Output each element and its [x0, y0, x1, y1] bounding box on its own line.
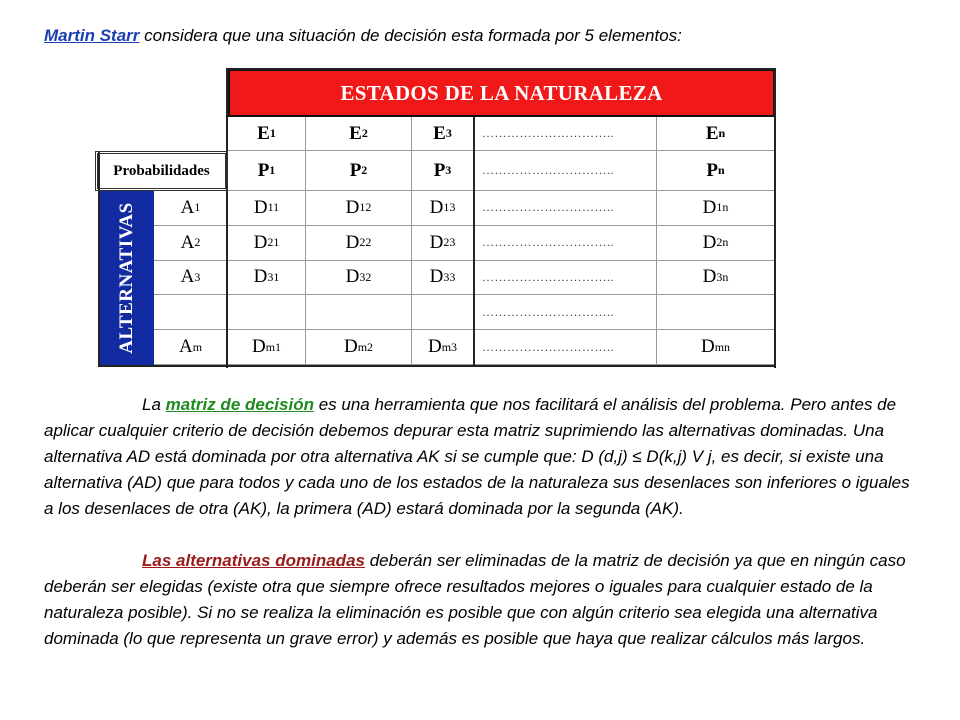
states-of-nature-header: ESTADOS DE LA NATURALEZA [228, 69, 775, 117]
p1-pre: La [142, 395, 166, 414]
outcome-cell [228, 295, 306, 330]
matriz-de-decision-link[interactable]: matriz de decisión [165, 395, 314, 414]
outcome-cell: D 21 [228, 226, 306, 261]
table-border [774, 68, 776, 368]
outcome-cell: D 2n [657, 226, 775, 261]
intro-line [44, 26, 682, 46]
table-border [98, 365, 776, 367]
alternative-cell [154, 295, 228, 330]
prob-cell: P 2 [306, 151, 412, 191]
probabilities-label: Probabilidades [95, 151, 228, 191]
alternative-cell: A 1 [154, 191, 228, 226]
paragraph-1 [44, 392, 916, 522]
outcome-cell: D 13 [412, 191, 474, 226]
dots-cell: ………………………….. [474, 226, 657, 261]
alternative-cell: A 2 [154, 226, 228, 261]
table-border [226, 68, 776, 70]
alternatives-side-label [100, 191, 154, 365]
dots-cell: ………………………….. [474, 261, 657, 296]
alternativas-dominadas-link[interactable]: Las alternativas dominadas [142, 551, 365, 570]
outcome-cell: D m3 [412, 330, 474, 365]
p2-post: deberán ser eliminadas de la matriz de decisión ya que en ningún caso deberán ser elegidas (existe otra que siempre ofrece resultados mejores o iguales para cualquier estado de la naturaleza posible). Si no se realiza la eliminación es posible que con algún criterio sea elegida una alternativa dominada (lo que representa un grave error) y además es posible que haya que realizar cálculos más largos. [44, 551, 906, 648]
dots-cell: ………………………….. [474, 191, 657, 226]
outcome-cell: D 11 [228, 191, 306, 226]
alternatives-text: ALTERNATIVAS [116, 202, 137, 354]
intro-text: considera que una situación de decisión esta formada por 5 elementos: [139, 26, 682, 45]
table-border [473, 117, 475, 367]
outcome-cell: D mn [657, 330, 775, 365]
outcome-cell: D 22 [306, 226, 412, 261]
outcome-cell [306, 295, 412, 330]
outcome-cell: D 33 [412, 261, 474, 296]
outcome-cell: D 12 [306, 191, 412, 226]
outcome-cell: D 32 [306, 261, 412, 296]
outcome-cell: D m2 [306, 330, 412, 365]
dots-cell: ………………………….. [474, 117, 657, 151]
outcome-cell [412, 295, 474, 330]
decision-matrix-figure [95, 68, 780, 368]
state-cell: E 3 [412, 117, 474, 151]
outcome-cell: D 31 [228, 261, 306, 296]
paragraph-2 [44, 548, 916, 652]
dots-cell: ………………………….. [474, 295, 657, 330]
outcome-cell: D 23 [412, 226, 474, 261]
table-border [226, 68, 228, 368]
dots-cell: ………………………….. [474, 151, 657, 191]
outcome-cell: D 3n [657, 261, 775, 296]
state-cell: E 1 [228, 117, 306, 151]
prob-cell: P n [657, 151, 775, 191]
p1-post: es una herramienta que nos facilitará el análisis del problema. Pero antes de aplicar cualquier criterio de decisión debemos depurar esta matriz suprimiendo las alternativas dominadas. Una alternativa AD está dominada por otra alternativa AK si se cumple que: D (d,j) ≤ D(k,j) V j, es decir, si existe una alternativa (AD) que para todos y cada uno de los estados de la naturaleza sus desenlaces son inferiores o iguales a los desenlaces de otra (AK), la primera (AD) estará dominada por la segunda (AK). [44, 395, 910, 518]
prob-cell: P 1 [228, 151, 306, 191]
prob-cell: P 3 [412, 151, 474, 191]
dots-cell: ………………………….. [474, 330, 657, 365]
state-cell: E 2 [306, 117, 412, 151]
outcome-cell: D m1 [228, 330, 306, 365]
outcome-cell: D 1n [657, 191, 775, 226]
alternative-cell: A m [154, 330, 228, 365]
alternative-cell: A 3 [154, 261, 228, 296]
martin-starr-link[interactable]: Martin Starr [44, 26, 140, 45]
state-cell: E n [657, 117, 775, 151]
outcome-cell [657, 295, 775, 330]
